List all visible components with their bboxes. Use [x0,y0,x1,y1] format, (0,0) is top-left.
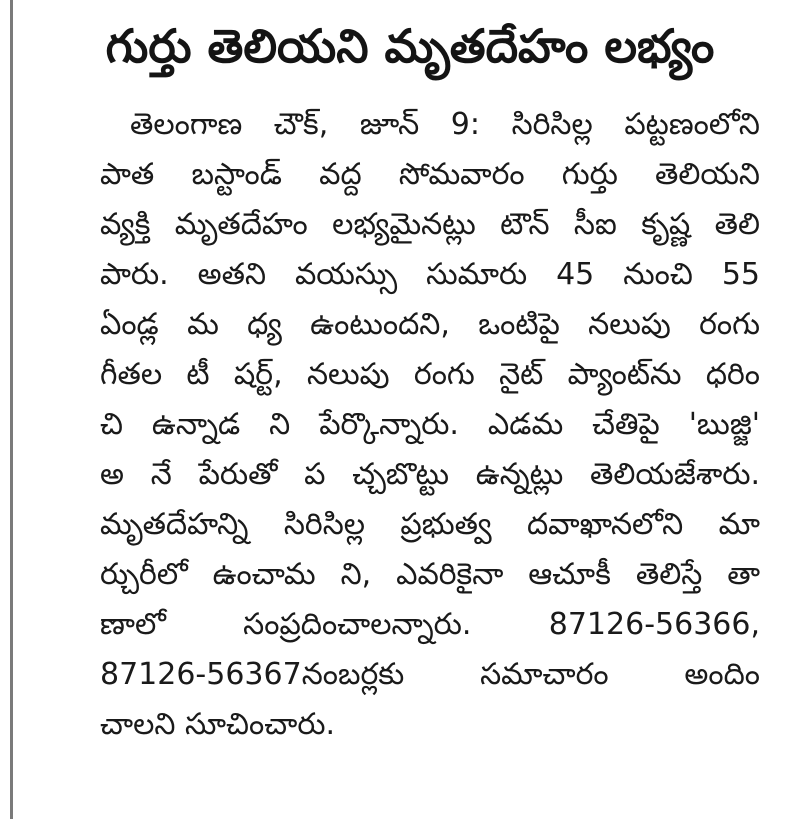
body-line: ణాలో సంప్రదించాలన్నారు. 87126-56366, [100,607,760,642]
body-line: పారు. అతని వయస్సు సుమారు 45 నుంచి 55 [100,257,760,292]
body-line: 87126-56367నంబర్లకు సమాచారం అందిం [100,657,760,692]
body-line: వ్యక్తి మృతదేహం లభ్యమైనట్లు టౌన్ సీఐ కృష్ణ తెలి [100,207,760,242]
body-line: అ నే పేరుతో ప చ్చబొట్టు ఉన్నట్లు తెలియజేశారు. [100,457,760,492]
body-line: ఏండ్ల మ ధ్య ఉంటుందని, ఒంటిపై నలుపు రంగు [100,307,760,342]
body-line: గీతల టీ షర్ట్, నలుపు రంగు నైట్ ప్యాంట్‌ను ధరిం [100,357,760,392]
headline: గుర్తు తెలియని మృతదేహం లభ్యం [105,19,715,73]
body-line: ర్చురీలో ఉంచామ ని, ఎవరికైనా ఆచూకీ తెలిస్తే తా [100,557,760,592]
body-line: చాలని సూచించారు. [100,707,336,742]
body-line: తెలంగాణ చౌక్, జూన్ 9: సిరిసిల్ల పట్టణంలోని [130,107,760,142]
body-line: చి ఉన్నాడ ని పేర్కొన్నారు. ఎడమ చేతిపై 'బుజ్జి' [100,407,760,442]
article-body [100,100,760,750]
body-line: పాత బస్టాండ్ వద్ద సోమవారం గుర్తు తెలియని [100,157,760,192]
body-line: మృతదేహన్ని సిరిసిల్ల ప్రభుత్వ దవాఖానలోని మా [100,507,760,542]
column-divider [10,0,13,819]
